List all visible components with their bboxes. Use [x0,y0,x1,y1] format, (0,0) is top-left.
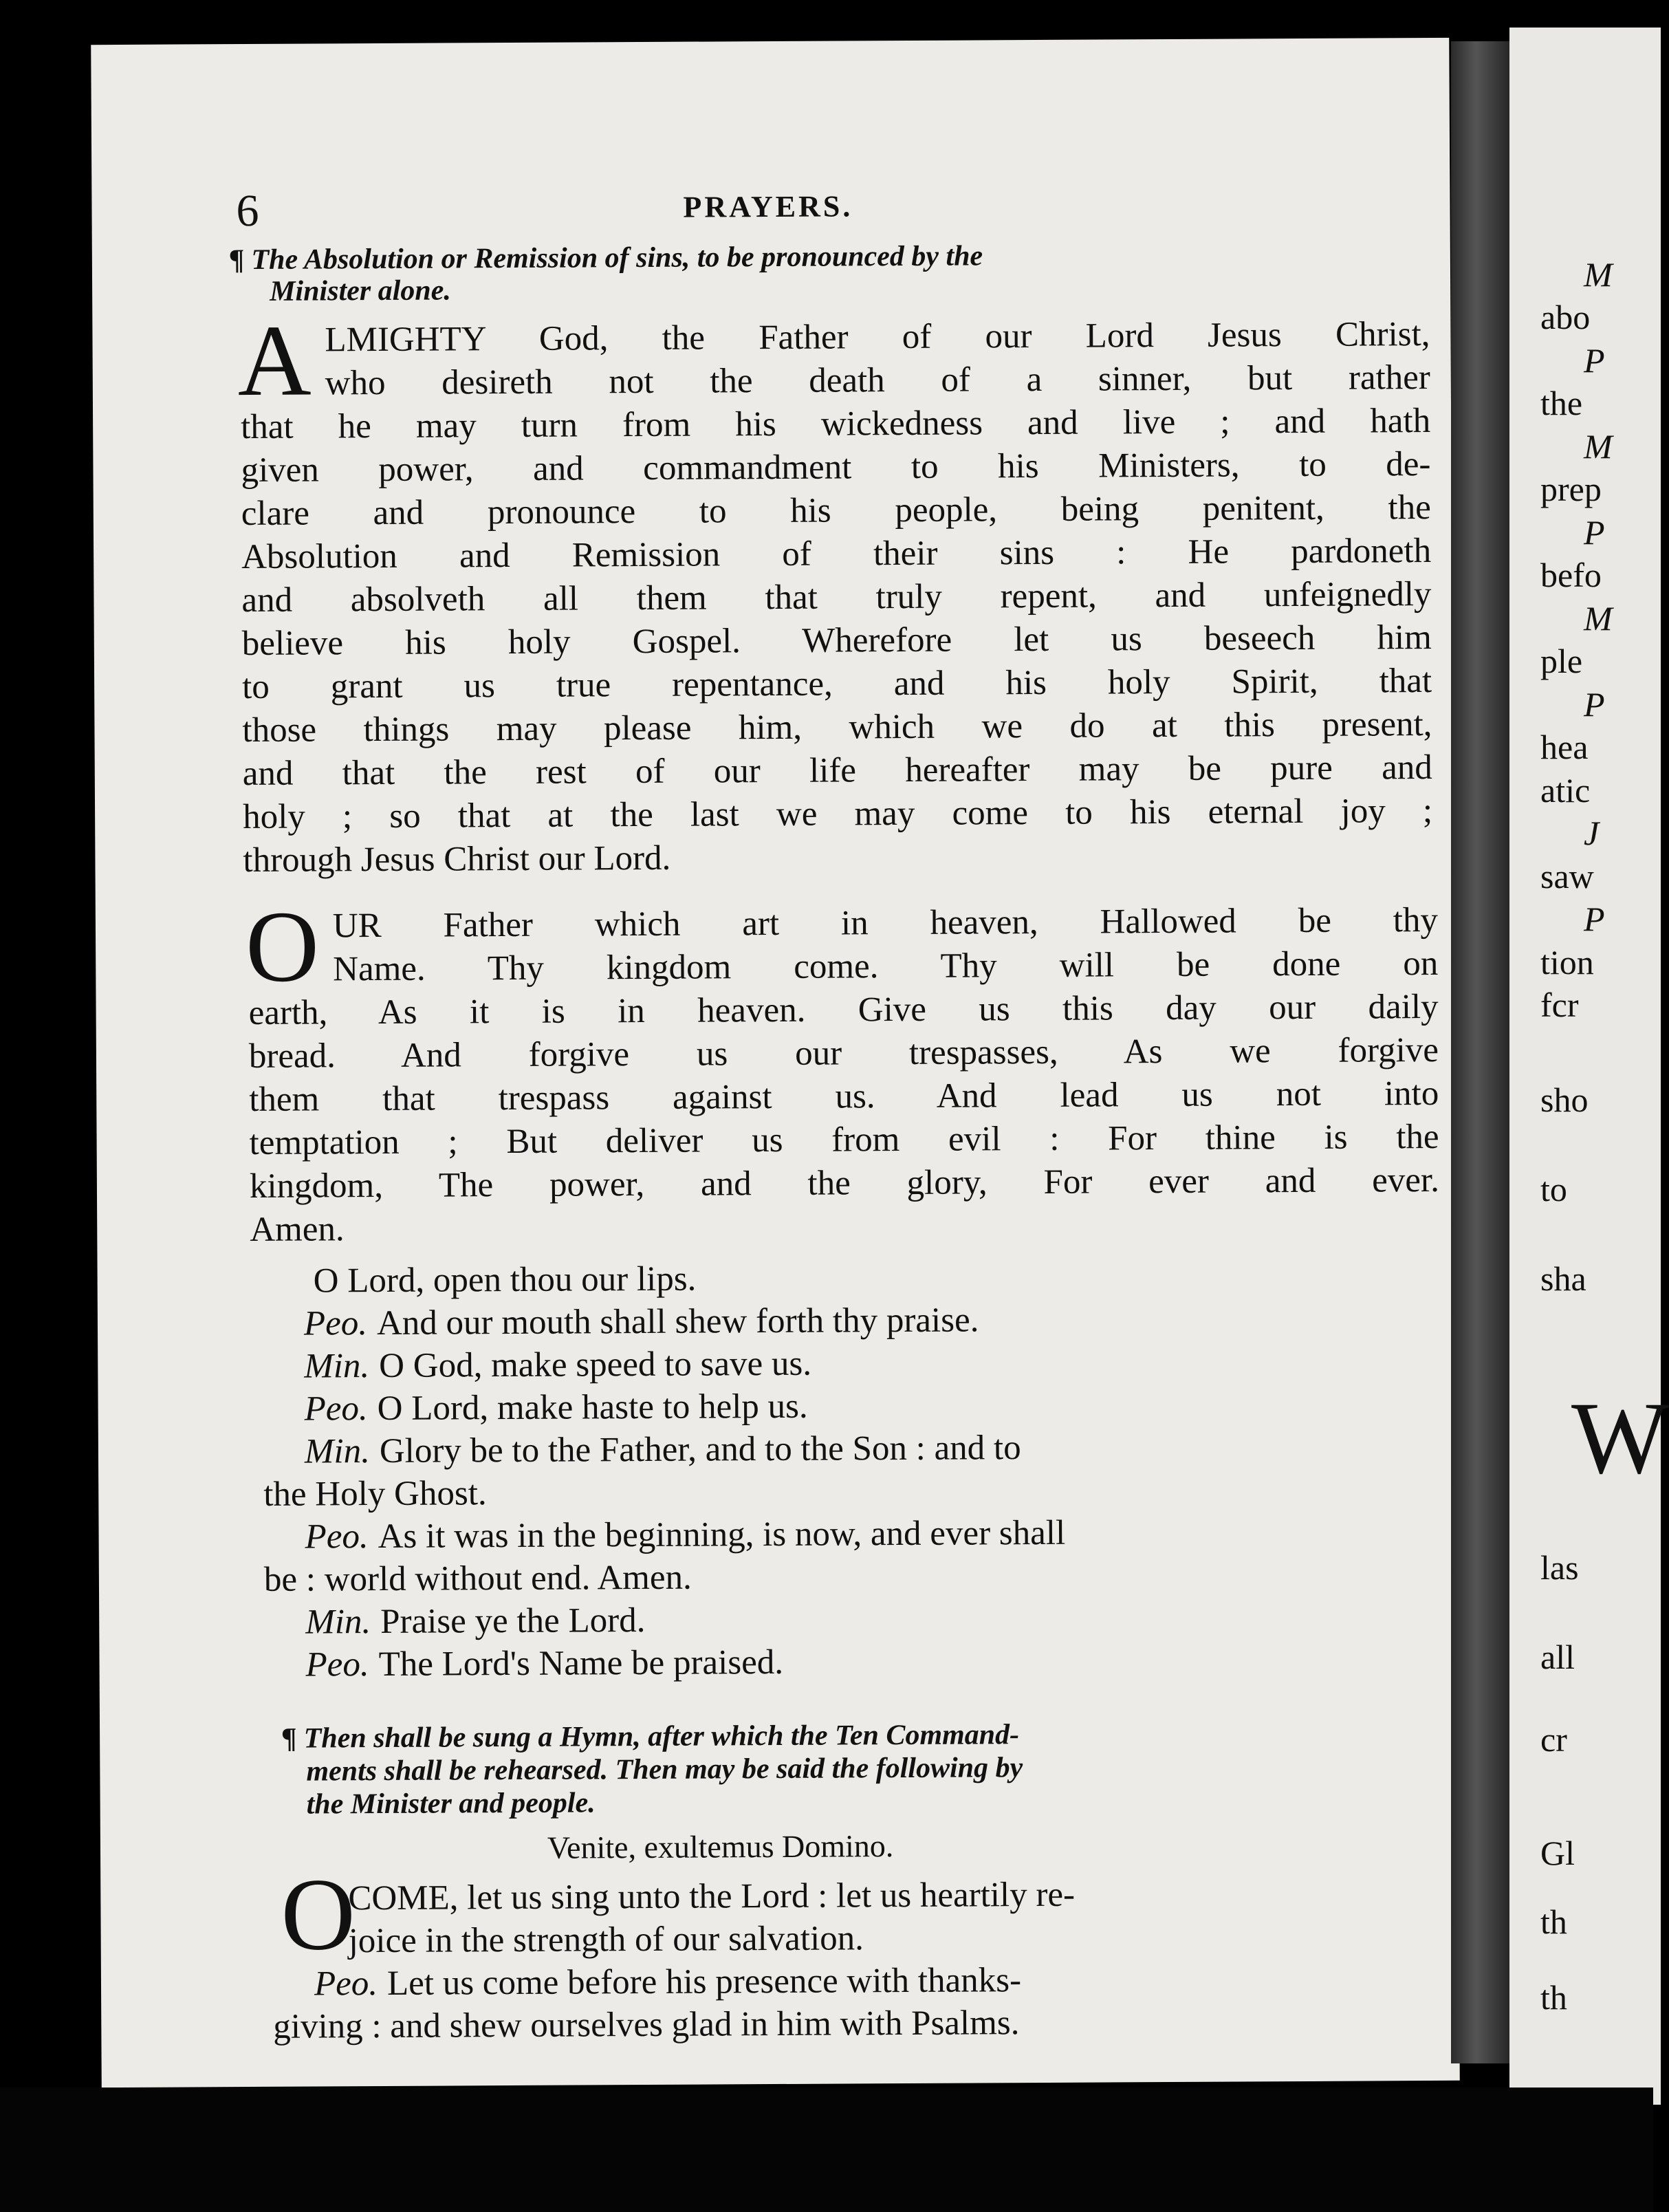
facing-fragment: fcr [1540,986,1579,1024]
versicle-speaker: Peo. [305,1517,369,1557]
versicle [304,1343,811,1389]
versicle-continuation: the Holy Ghost. [263,1474,487,1514]
venite-title: Venite, exultemus Domino. [547,1828,894,1865]
versicle-speaker: Min. [305,1603,371,1642]
absolution-line: and absolveth all them that truly repent, and unfeignedly [241,574,1432,620]
versicle-text: O God, make speed to save us. [379,1344,812,1386]
versicle [305,1512,1065,1559]
versicle-text: O Lord, open thou our lips. [313,1259,697,1301]
lords-prayer-line: kingdom, The power, and the glory, For ever and ever. [249,1160,1440,1206]
facing-fragment: P [1584,513,1605,552]
absolution-line: through Jesus Christ our Lord. [243,838,671,880]
facing-fragment: all [1540,1638,1575,1676]
hymn-rubric-line-3: the Minister and people. [306,1787,596,1821]
absolution-line: those things may please him, which we do at this present, [242,704,1432,750]
facing-fragment: sha [1540,1259,1586,1298]
absolution-line: believe his holy Gospel. Wherefore let us beseech him [241,618,1432,664]
facing-fragment: tion [1540,943,1594,982]
facing-fragment: saw [1540,857,1594,896]
facing-fragment: sho [1540,1081,1589,1119]
versicle [304,1299,979,1345]
absolution-line: who desireth not the death of a sinner, but rather [325,358,1430,403]
facing-fragment: atic [1540,771,1591,810]
facing-fragment: ple [1540,642,1583,680]
facing-fragment: las [1540,1548,1579,1587]
versicle-speaker: Peo. [314,1964,378,2004]
facing-fragment: P [1584,900,1605,938]
lords-prayer-line: UR Father which art in heaven, Hallowed be thy [332,900,1439,946]
facing-fragment: prep [1540,470,1602,508]
lords-prayer-line: bread. And forgive us our trespasses, As we forgive [248,1030,1439,1076]
book-page [91,38,1460,2088]
lords-prayer-dropcap: O [245,890,320,1004]
book-gutter [1451,41,1513,2063]
absolution-paragraph [237,304,1433,882]
absolution-line: clare and pronounce to his people, being penitent, the [241,488,1431,534]
facing-fragment: the [1540,384,1583,422]
versicle-text: Glory be to the Father, and to the Son : and to [379,1429,1021,1471]
absolution-line: to grant us true repentance, and his holy Spirit, that [241,661,1432,707]
facing-fragment: Gl [1540,1834,1575,1872]
venite-response [314,1959,1021,2006]
versicle [305,1599,645,1645]
page-title: PRAYERS. [683,189,853,224]
versicle [304,1385,807,1431]
facing-fragment: hea [1540,728,1589,766]
versicle-text: As it was in the beginning, is now, and ever shall [378,1513,1066,1557]
versicle [305,1427,1021,1473]
lords-prayer-paragraph [245,890,1440,1252]
facing-fragment: th [1540,1978,1567,2017]
venite-line-2: joice in the strength of our salvation. [348,1919,864,1961]
hymn-rubric-line-2: ments shall be rehearsed. Then may be said the following by [306,1752,1023,1788]
lords-prayer-line: Name. Thy kingdom come. Thy will be done on [333,944,1439,989]
absolution-rubric-line-2: Minister alone. [269,274,451,307]
facing-page [1509,28,1669,2105]
facing-fragment: P [1584,341,1605,380]
versicle-text: And our mouth shall shew forth thy praise. [376,1301,979,1343]
versicle-text: The Lord's Name be praised. [378,1642,784,1684]
facing-fragment: P [1584,685,1605,724]
absolution-line: Absolution and Remission of their sins : He pardoneth [241,531,1432,577]
versicle-text: Praise ye the Lord. [380,1601,646,1642]
versicle [305,1641,783,1687]
lords-prayer-line: temptation ; But deliver us from evil : For thine is the [249,1117,1439,1163]
facing-fragment: to [1540,1170,1567,1208]
absolution-line: given power, and commandment to his Ministers, to de- [241,444,1431,490]
lords-prayer-line: earth, As it is in heaven. Give us this day our daily [248,987,1439,1033]
lords-prayer-line: Amen. [250,1210,345,1250]
facing-fragment: th [1540,1902,1567,1941]
versicle-text: O Lord, make haste to help us. [377,1387,808,1429]
absolution-line: LMIGHTY God, the Father of our Lord Jesus Christ, [325,315,1430,360]
versicle-speaker: Peo. [305,1645,369,1684]
versicle-continuation: be : world without end. Amen. [263,1558,692,1599]
venite-response-continuation: giving : and shew ourselves glad in him with Psalms. [273,2004,1020,2046]
page-number: 6 [236,185,259,237]
venite-line-1: COME, let us sing unto the Lord : let us heartily re- [348,1875,1076,1918]
facing-fragment: J [1584,814,1600,852]
facing-fragment: M [1584,599,1613,638]
absolution-line: that he may turn from his wickedness and live ; and hath [241,401,1431,447]
versicle [303,1258,696,1303]
facing-fragment: M [1584,427,1613,466]
absolution-rubric-line-1: ¶ The Absolution or Remission of sins, to be pronounced by the [229,240,983,276]
facing-dropcap: W [1571,1381,1669,1495]
facing-fragment: cr [1540,1720,1567,1759]
absolution-line: and that the rest of our life hereafter may be pure and [242,748,1432,794]
versicle-text: Let us come before his presence with thanks- [386,1961,1022,2003]
lords-prayer-line: them that trespass against us. And lead us not into [249,1074,1439,1120]
versicle-speaker: Peo. [303,1304,368,1343]
venite-dropcap: O [281,1857,356,1972]
scan-background [0,2088,1653,2212]
hymn-rubric-line-1: ¶ Then shall be sung a Hymn, after which the Ten Command- [282,1719,1020,1755]
facing-fragment: M [1584,255,1613,294]
versicle-speaker: Min. [304,1347,370,1386]
versicle-speaker: Peo. [304,1389,368,1429]
facing-fragment: abo [1540,298,1591,336]
absolution-line: holy ; so that at the last we may come to his eternal joy ; [242,791,1433,837]
absolution-dropcap: A [237,304,312,418]
versicle-speaker: Min. [304,1432,371,1471]
facing-fragment: befo [1540,556,1602,594]
